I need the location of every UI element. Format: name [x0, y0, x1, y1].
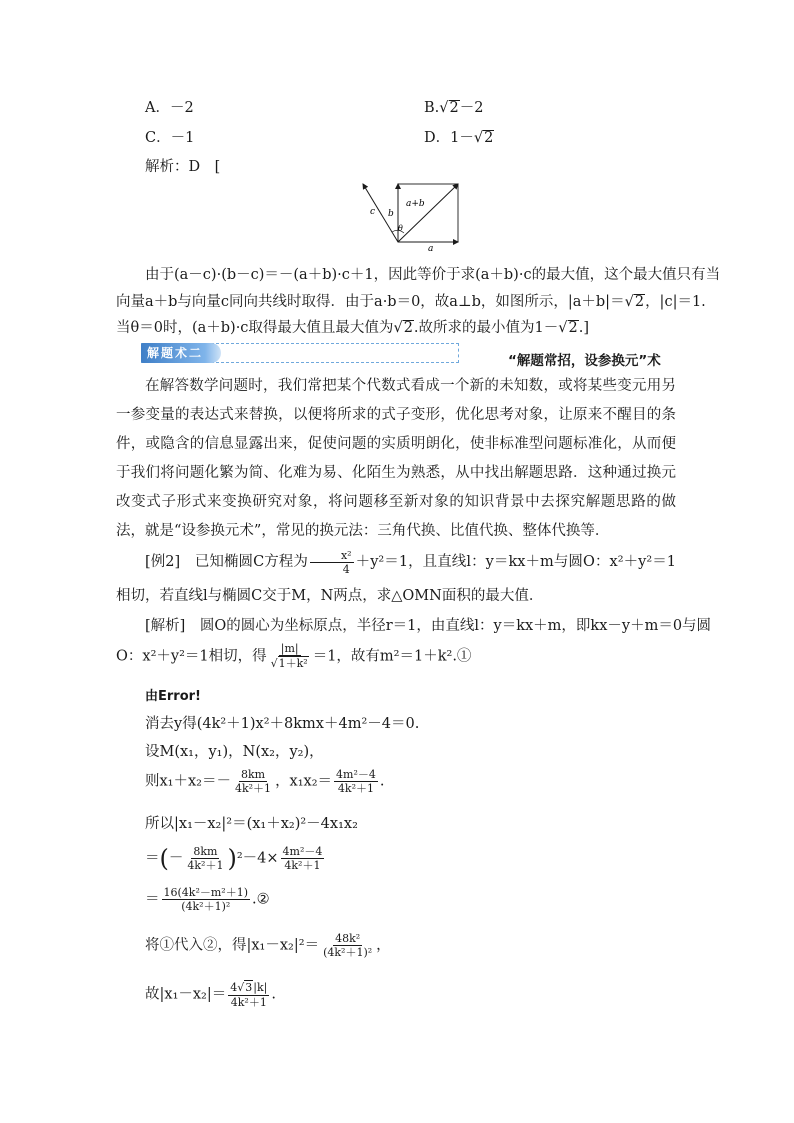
- step-vieta-pre: 则x₁＋x₂＝－: [145, 773, 231, 790]
- step-substitute-paren-right: ): [227, 844, 237, 873]
- step-simplify: [145, 886, 270, 913]
- intro-paragraph: 在解答数学问题时，我们常把某个代数式看成一个新的未知数，或将某些变元用另一参变量的表达式来替换，以便将所求的式子变形，优化思考对象，让原来不醒目的条件，或隐含的信息显露出来，促使问题的实质明朗化，使非标准型问题标准化，从而便于我们将问题化繁为简、化难为易、化陌生为熟悉，从中找出解题思路．这种通过换元改变式子形式来变换研究对象，将问题移至新对象的知识背景中去探究解题思路的做法，就是“设参换元术”，常见的换元法：三角代换、比值代换、整体代换等．: [116, 378, 676, 539]
- solution-fraction: $\frac{|m|}{\text{√1＋k²}}$: [270, 642, 308, 670]
- step-vieta-frac-2: [334, 768, 378, 795]
- section-banner: [141, 343, 459, 363]
- solution-line-2: [116, 642, 471, 671]
- example-text-post: ＋y²＝1，且直线l：y＝kx＋m与圆O：x²＋y²＝1相切，若直线l与椭圆C交于M，N两点，求△OMN面积的最大值．: [116, 554, 676, 604]
- step-set-points: 设M(x₁，y₁)，N(x₂，y₂)，: [145, 744, 324, 760]
- option-d-radicand: 2: [484, 130, 494, 146]
- solution-text-2-post: ＝1，故有m²＝1＋k².①: [312, 648, 472, 665]
- step-substitute-frac-2-den: 4k²＋1: [284, 859, 321, 872]
- explanation-line-3-radicand: 2: [403, 320, 413, 336]
- step-result-num-coef: 4: [230, 981, 238, 994]
- solution-tag: [解析]: [145, 618, 186, 634]
- label-theta: θ: [398, 224, 403, 233]
- step-substitute-minus: －: [168, 850, 184, 867]
- step-substitute-frac-2: [281, 845, 325, 872]
- solution-text-1: 圆O的圆心为坐标原点，半径r＝1，由直线l：y＝kx＋m，即kx－y＋m＝0与圆: [199, 618, 712, 634]
- explanation-line-1: 由于(a－c)·(b－c)＝－(a＋b)·c＋1，因此等价于求(a＋b)·c的最大值，这个最大值只有当: [145, 267, 721, 283]
- option-b: B.√2－2: [424, 100, 484, 116]
- step-substitute: [145, 845, 326, 872]
- explanation-line-3-tail: .]: [578, 320, 590, 336]
- vector-ab-arrow: [398, 184, 458, 242]
- step-vieta-frac-1-den: 4k²＋1: [234, 782, 272, 795]
- step-result: [145, 980, 276, 1009]
- vector-diagram: [360, 176, 470, 252]
- step-simplify-post: .②: [252, 891, 270, 908]
- example-fraction: [310, 549, 354, 576]
- step-simplify-num: 16(4k²－m²＋1): [163, 886, 248, 899]
- step-simplify-frac: [162, 886, 251, 913]
- label-a-plus-b: a+b: [406, 199, 425, 209]
- step-vieta-post: .: [379, 773, 385, 790]
- step-simplify-eq: ＝: [145, 891, 160, 908]
- option-d: D．1－√2: [424, 130, 494, 146]
- example-text-pre: 已知椭圆C方程为: [194, 554, 308, 570]
- explanation-line-2: 向量a＋b与向量c同向共线时取得．由于a·b＝0，故a⊥b，如图所示，|a＋b|＝√2，|c|＝1.: [116, 294, 706, 310]
- step-vieta: [145, 768, 385, 795]
- step-error: 由Error!: [145, 689, 201, 704]
- step-plug-in-post: ，: [376, 937, 391, 954]
- solution-fraction-num: |m|: [280, 642, 299, 655]
- step-result-frac: $\frac{4√3|k|}{\text{4k²＋1}}$: [230, 981, 268, 1009]
- explanation-line-3-mid: .故所求的最小值为1－: [413, 320, 559, 336]
- option-b-radicand: 2: [449, 100, 459, 116]
- option-b-suffix: －2: [459, 100, 484, 116]
- example-fraction-den: 4: [342, 562, 350, 576]
- label-c: c: [370, 207, 376, 217]
- solution-text-2-pre: O：x²＋y²＝1相切，得: [116, 648, 267, 665]
- step-result-pre: 故|x₁－x₂|＝: [145, 986, 227, 1003]
- step-substitute-frac-1: [185, 845, 225, 872]
- step-vieta-frac-1: [233, 768, 273, 795]
- step-vieta-mid: ，x₁x₂＝: [275, 773, 333, 790]
- explanation-line-2-radicand: 2: [634, 294, 645, 310]
- explanation-line-2-tail: ，|c|＝1.: [645, 294, 706, 310]
- option-c: C．－1: [145, 130, 195, 146]
- explanation-line-3: 当θ＝0时，(a＋b)·c取得最大值且最大值为√2.故所求的最小值为1－√2.]: [116, 320, 590, 336]
- step-substitute-frac-2-num: 4m²－4: [282, 845, 323, 858]
- step-substitute-mid: ²－4×: [236, 850, 279, 867]
- section-title: “解题常招，设参换元”术: [508, 353, 661, 369]
- example-problem: [116, 545, 676, 613]
- explanation-line-3-text: 当θ＝0时，(a＋b)·c取得最大值且最大值为: [116, 320, 394, 336]
- option-a: A．－2: [145, 100, 194, 116]
- step-plug-in-den: (4k²＋1)²: [323, 946, 373, 959]
- step-substitute-paren-left: (: [159, 844, 169, 873]
- step-vieta-frac-2-den: 4k²＋1: [337, 782, 374, 795]
- step-result-num-abs: |k|: [253, 981, 268, 994]
- step-result-den: 4k²＋1: [230, 996, 267, 1009]
- solution-fraction-den: 1＋k²: [278, 657, 308, 670]
- step-plug-in-frac: [321, 932, 374, 959]
- option-b-prefix: B.: [424, 100, 440, 116]
- step-plug-in: [145, 932, 391, 959]
- step-difference-square: 所以|x₁－x₂|²＝(x₁＋x₂)²－4x₁x₂: [145, 816, 358, 832]
- step-vieta-frac-1-num: 8km: [240, 768, 266, 781]
- step-plug-in-num: 48k²: [335, 932, 361, 945]
- explanation-line-2-text: 向量a＋b与向量c同向共线时取得．由于a·b＝0，故a⊥b，如图所示，|a＋b|＝: [116, 294, 625, 310]
- option-d-prefix: D．1－: [424, 130, 474, 146]
- analysis-header: 解析：D [: [145, 159, 221, 175]
- label-a: a: [428, 244, 434, 252]
- step-substitute-eq: ＝: [145, 850, 160, 867]
- step-eliminate: 消去y得(4k²＋1)x²＋8kmx＋4m²－4＝0.: [145, 716, 420, 732]
- step-result-num-radicand: 3: [245, 981, 253, 994]
- step-simplify-den: (4k²＋1)²: [181, 900, 231, 913]
- step-plug-in-pre: 将①代入②，得|x₁－x₂|²＝: [145, 937, 320, 954]
- solution-line-1: [145, 614, 711, 635]
- step-vieta-frac-2-num: 4m²－4: [336, 768, 376, 781]
- section-badge: 解题术二: [141, 343, 221, 363]
- step-substitute-frac-1-den: 4k²＋1: [187, 859, 224, 872]
- explanation-line-3-radicand-2: 2: [568, 320, 578, 336]
- step-result-post: .: [271, 986, 276, 1003]
- step-substitute-frac-1-num: 8km: [193, 845, 218, 858]
- label-b: b: [388, 209, 394, 219]
- example-tag: [例2]: [145, 554, 181, 570]
- example-fraction-num: x²: [310, 549, 354, 563]
